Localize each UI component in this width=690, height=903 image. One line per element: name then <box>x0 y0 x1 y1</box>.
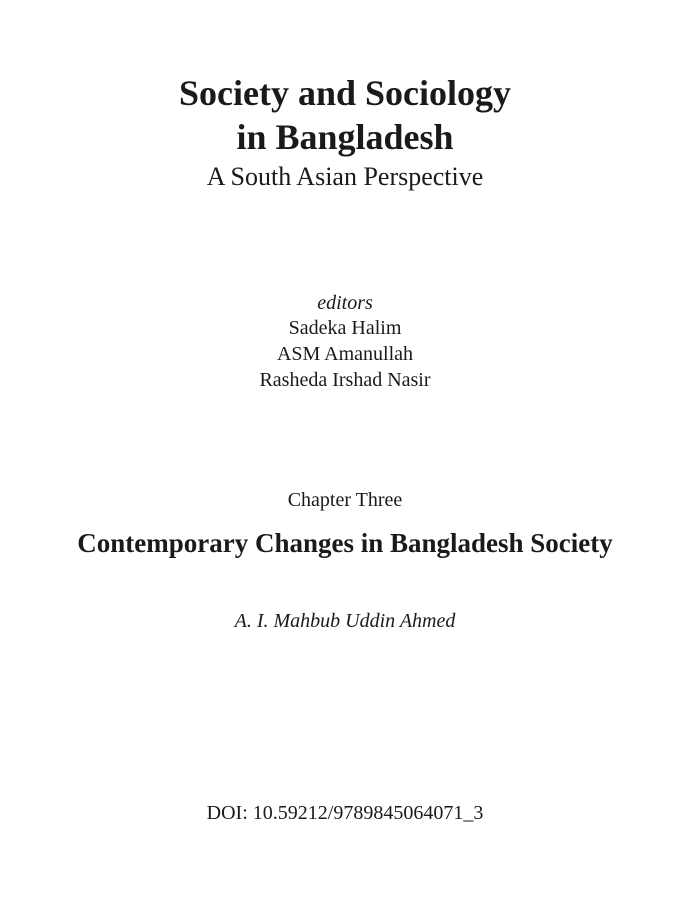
editor-name: Rasheda Irshad Nasir <box>259 369 431 391</box>
chapter-author: A. I. Mahbub Uddin Ahmed <box>234 610 456 632</box>
editors-label: editors <box>317 292 373 314</box>
book-title-line-1: Society and Sociology <box>178 73 511 113</box>
doi-identifier: DOI: 10.59212/9789845064071_3 <box>206 802 484 824</box>
editor-name: ASM Amanullah <box>276 343 414 365</box>
editor-name: Sadeka Halim <box>288 317 402 339</box>
chapter-title: Contemporary Changes in Bangladesh Society <box>77 528 613 558</box>
chapter-number: Chapter Three <box>287 489 403 511</box>
book-title-line-2: in Bangladesh <box>236 117 454 157</box>
book-subtitle: A South Asian Perspective <box>206 162 484 191</box>
